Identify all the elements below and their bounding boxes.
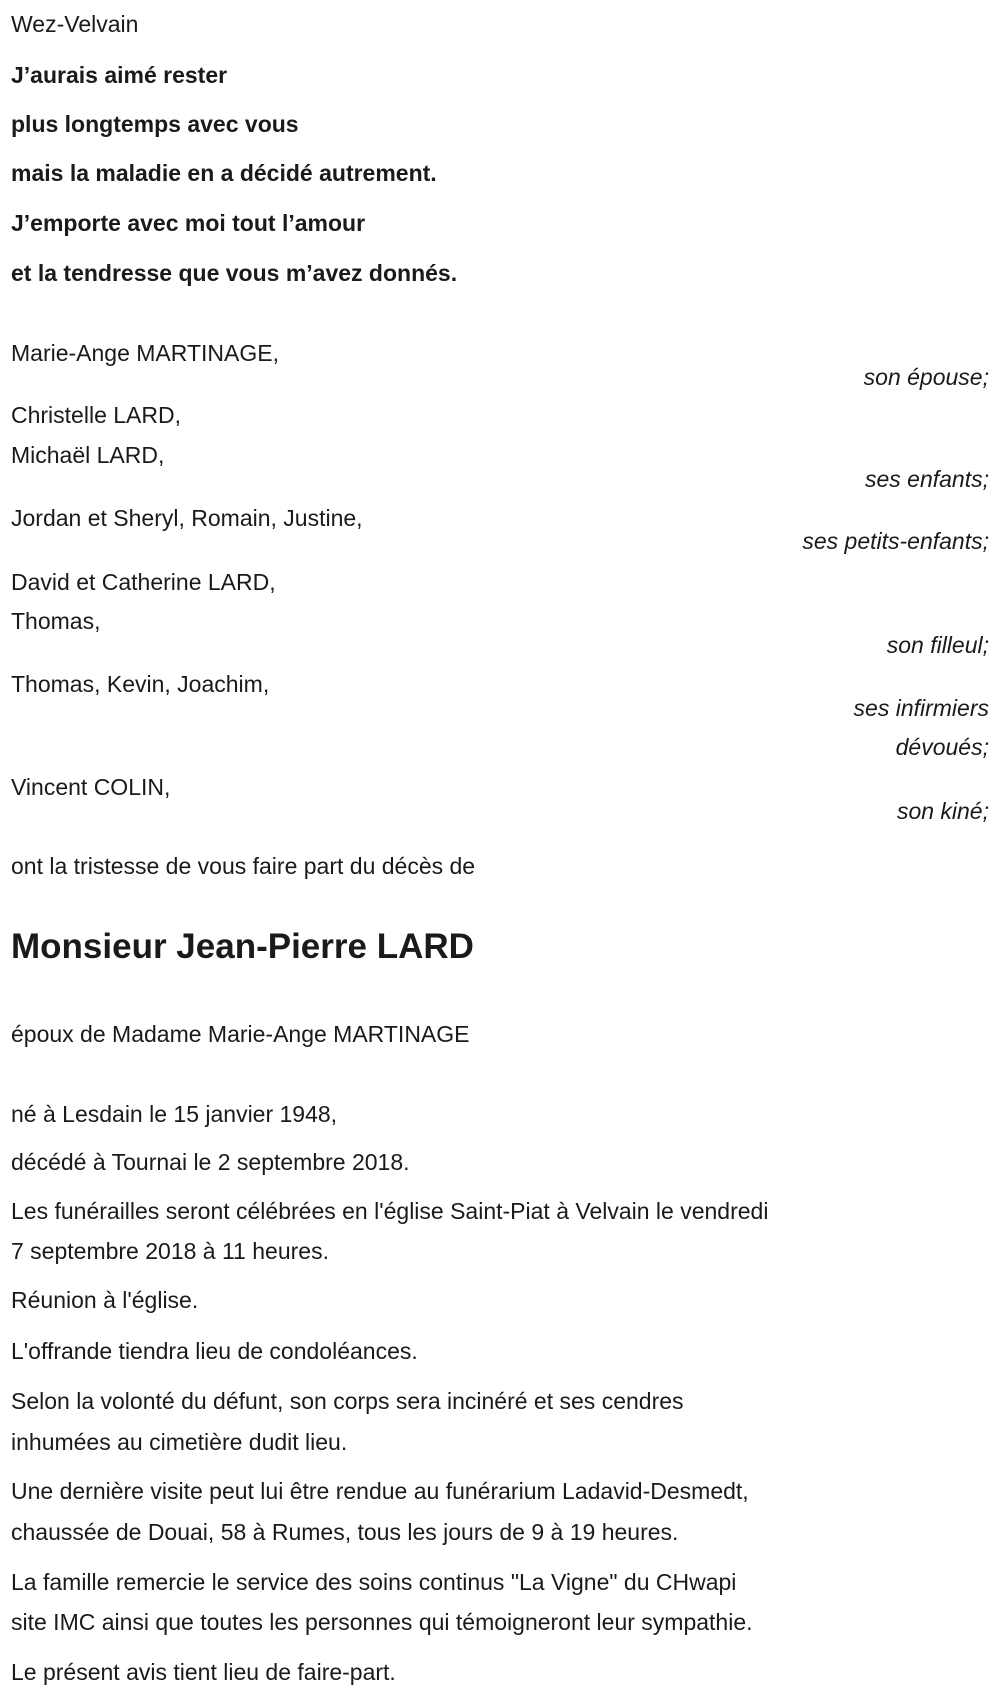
- detail-line: 7 septembre 2018 à 11 heures.: [11, 1238, 329, 1264]
- poem-line: plus longtemps avec vous: [11, 111, 299, 137]
- location: Wez-Velvain: [11, 11, 139, 37]
- family-relation: son kiné;: [896, 798, 989, 824]
- announcement: ont la tristesse de vous faire part du décès de: [11, 853, 476, 879]
- family-name: Jordan et Sheryl, Romain, Justine,: [11, 505, 363, 531]
- detail-line: L'offrande tiendra lieu de condoléances.: [11, 1338, 418, 1364]
- deceased-name: Monsieur Jean-Pierre LARD: [11, 927, 474, 966]
- family-relation: ses enfants;: [864, 466, 989, 492]
- poem-line: mais la maladie en a décidé autrement.: [11, 160, 437, 186]
- spouse-line: époux de Madame Marie-Ange MARTINAGE: [11, 1021, 470, 1047]
- family-name: Michaël LARD,: [11, 442, 165, 468]
- detail-line: Le présent avis tient lieu de faire-part.: [11, 1659, 396, 1685]
- family-relation: son épouse;: [863, 364, 989, 390]
- poem-line: et la tendresse que vous m’avez donnés.: [11, 260, 458, 286]
- family-name: Thomas, Kevin, Joachim,: [11, 671, 270, 697]
- family-name: Vincent COLIN,: [11, 774, 171, 800]
- detail-line: site IMC ainsi que toutes les personnes qui témoigneront leur sympathie.: [11, 1609, 753, 1635]
- detail-line: La famille remercie le service des soins continus "La Vigne" du CHwapi: [11, 1569, 737, 1595]
- family-relation: ses petits-enfants;: [802, 528, 989, 554]
- family-relation: ses infirmiers: [853, 695, 989, 721]
- detail-line: inhumées au cimetière dudit lieu.: [11, 1429, 348, 1455]
- family-relation: dévoués;: [895, 734, 989, 760]
- detail-line: Une dernière visite peut lui être rendue au funérarium Ladavid-Desmedt,: [11, 1478, 749, 1504]
- family-name: Marie-Ange MARTINAGE,: [11, 340, 279, 366]
- family-name: David et Catherine LARD,: [11, 569, 276, 595]
- detail-line: décédé à Tournai le 2 septembre 2018.: [11, 1149, 410, 1175]
- poem-line: J’aurais aimé rester: [11, 62, 228, 88]
- detail-line: Selon la volonté du défunt, son corps sera inciné​ré et ses cendres: [11, 1388, 684, 1414]
- detail-line: Les funérailles seront célébrées en l'église Saint-Piat à Velvain le vendredi: [11, 1198, 769, 1224]
- detail-line: né à Lesdain le 15 janvier 1948,: [11, 1101, 338, 1127]
- detail-line: Réunion à l'église.: [11, 1287, 199, 1313]
- family-name: Thomas,: [11, 608, 101, 634]
- detail-line: chaussée de Douai, 58 à Rumes, tous les jours de 9 à 19 heures.: [11, 1519, 679, 1545]
- family-name: Christelle LARD,: [11, 402, 181, 428]
- family-relation: son filleul;: [886, 632, 989, 658]
- poem-line: J’emporte avec moi tout l’amour: [11, 210, 366, 236]
